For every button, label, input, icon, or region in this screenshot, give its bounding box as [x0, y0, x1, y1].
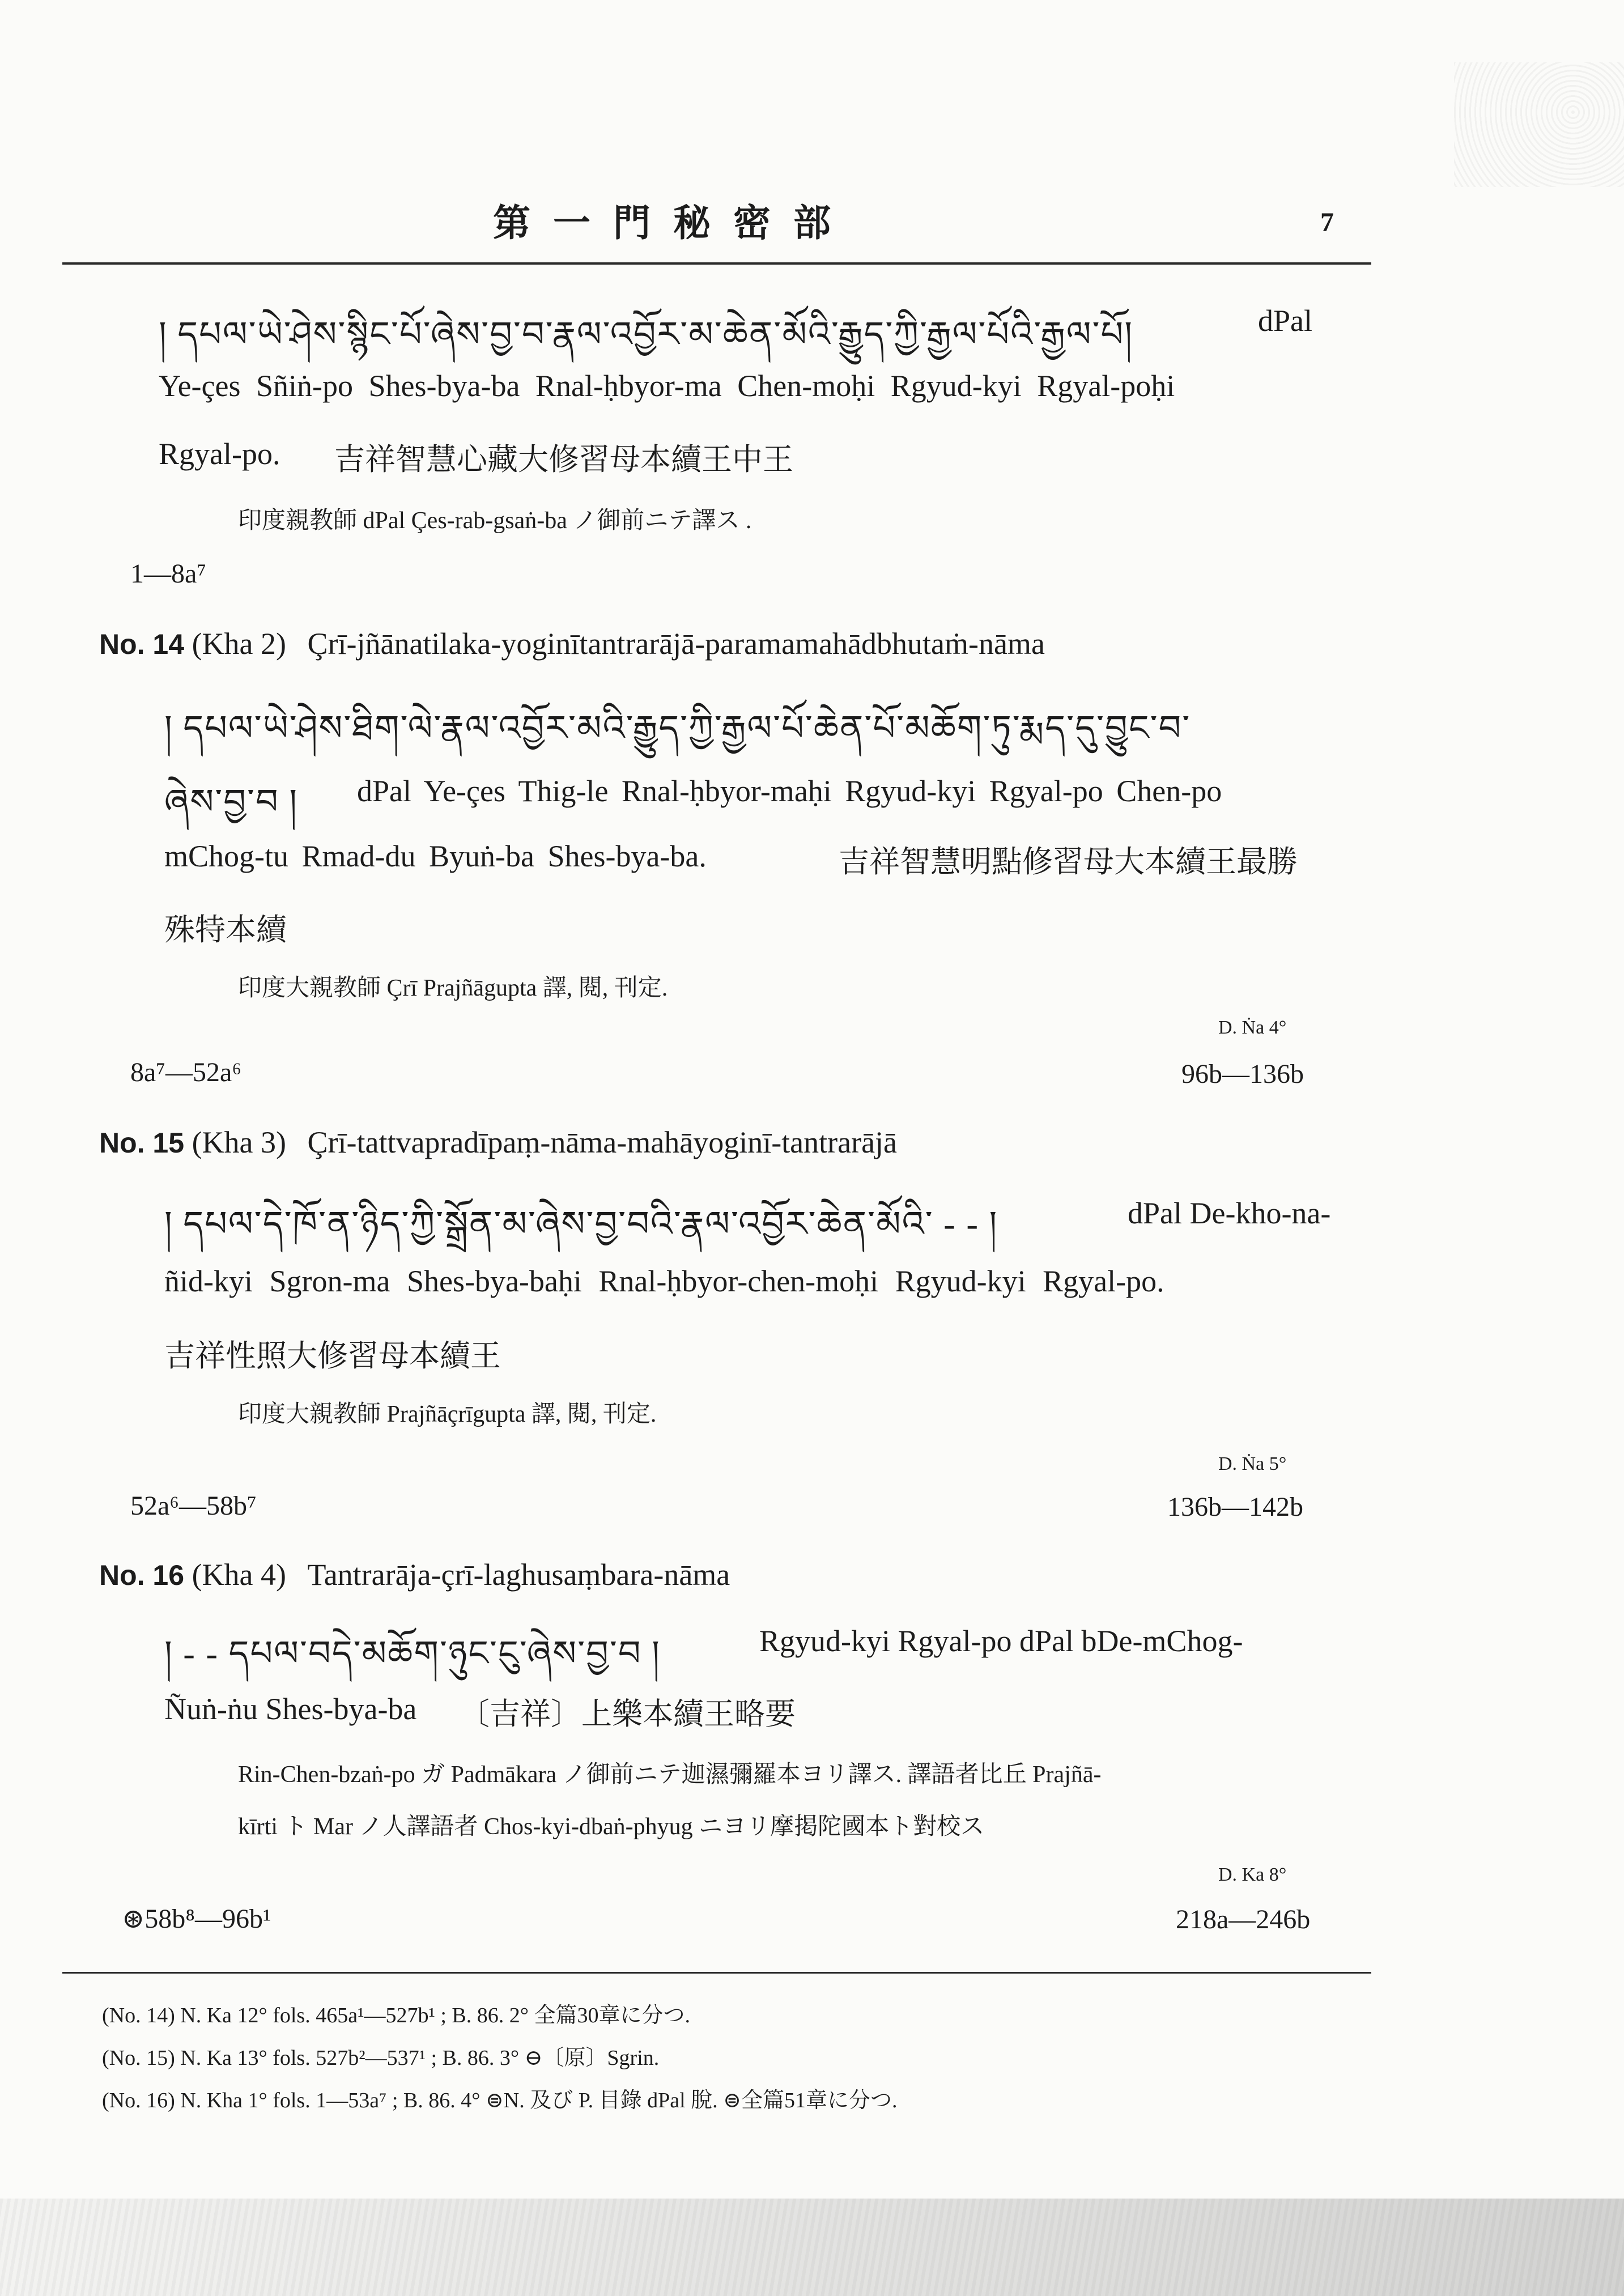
chinese-title: 吉祥智慧明點修習母大本續王最勝: [839, 844, 1298, 879]
scan-smudge: [0, 2199, 1624, 2296]
footnote: (No. 15) N. Ka 13° fols. 527b²—537¹ ; B. 86. 3° ⊖〔原〕Sgrin.: [102, 2046, 660, 2070]
page-header-title: 第一門秘密部: [493, 203, 853, 244]
tibetan-title: ། དཔལ་ཡེ་ཤེས་སྙིང་པོ་ཞེས་བྱ་བ་རྣལ་འབྱོར་མ་ཆེན་མོའི་རྒྱུད་ཀྱི་རྒྱལ་པོའི་རྒྱལ་པོ།: [159, 316, 1134, 354]
derge-reference: D. Ṅa 5°: [1218, 1453, 1287, 1474]
kha-reference: (Kha 2): [192, 627, 286, 661]
chinese-title: 吉祥智慧心藏大修習母本續王中王: [334, 441, 793, 477]
folio-range: 8a⁷—52a⁶: [130, 1057, 242, 1087]
entry-heading: [99, 1125, 897, 1160]
folio-range: 1—8a⁷: [130, 559, 207, 589]
translator-note: 印度大親教師 Prajñāçrīgupta 譯, 閱, 刊定.: [238, 1401, 657, 1427]
footnote-rule: [62, 1972, 1371, 1974]
entry-number: No. 14: [99, 628, 185, 660]
tibetan-title: ། དཔལ་ཡེ་ཤེས་ཐིག་ལེ་རྣལ་འབྱོར་མའི་རྒྱུད་ཀྱི་རྒྱལ་པོ་ཆེན་པོ་མཆོག་ཏུ་རྨད་དུ་བྱུང་བ་: [164, 709, 1191, 748]
entry-heading: [99, 626, 1045, 661]
sanskrit-title: Tantrarāja-çrī-laghusaṃbara-nāma: [307, 1558, 730, 1592]
entry-heading: [99, 1557, 730, 1592]
folio-range: 52a⁶—58b⁷: [130, 1491, 257, 1521]
folio-range: ⊛58b⁸—96b¹: [122, 1904, 271, 1934]
transliteration: Ye-çes Sñiṅ-po Shes-bya-ba Rnal-ḥbyor-ma Chen-moḥi Rgyud-kyi Rgyal-poḥi: [159, 369, 1175, 403]
chinese-title: 殊特本續: [164, 912, 287, 947]
folio-range: 218a—246b: [1176, 1904, 1311, 1934]
transliteration: Rgyud-kyi Rgyal-po dPal bDe-mChog-: [759, 1624, 1243, 1658]
entry-number: No. 16: [99, 1559, 185, 1591]
scan-noise: [1454, 62, 1624, 187]
kha-reference: (Kha 3): [192, 1125, 286, 1159]
sanskrit-title: Çrī-jñānatilaka-yoginītantrarājā-paramamahādbhutaṁ-nāma: [307, 627, 1045, 661]
kha-reference: (Kha 4): [192, 1558, 286, 1592]
translator-note: kīrti ト Mar ノ人譯語者 Chos-kyi-dbaṅ-phyug ニヨリ摩掲陀國本ト對校ス: [238, 1814, 985, 1840]
derge-reference: D. Ka 8°: [1218, 1864, 1287, 1885]
translator-note: Rin-Chen-bzaṅ-po ガ Padmākara ノ御前ニテ迦濕彌羅本ヨリ譯ス. 譯語者比丘 Prajñā-: [238, 1762, 1102, 1788]
transliteration: dPal: [1258, 304, 1313, 338]
translator-note: 印度親教師 dPal Çes-rab-gsaṅ-ba ノ御前ニテ譯ス .: [238, 508, 752, 534]
header-rule: [62, 262, 1371, 265]
chinese-title: 吉祥性照大修習母本續王: [164, 1338, 501, 1374]
transliteration: mChog-tu Rmad-du Byuṅ-ba Shes-bya-ba.: [164, 839, 707, 873]
chinese-title: 〔吉祥〕上樂本續王略要: [459, 1696, 796, 1732]
folio-range: 136b—142b: [1167, 1492, 1303, 1522]
derge-reference: D. Ṅa 4°: [1218, 1017, 1287, 1038]
transliteration: ñid-kyi Sgron-ma Shes-bya-baḥi Rnal-ḥbyor-chen-moḥi Rgyud-kyi Rgyal-po.: [164, 1264, 1164, 1298]
transliteration: Rgyal-po.: [159, 437, 280, 471]
folio-range: 96b—136b: [1181, 1059, 1304, 1089]
transliteration: dPal Ye-çes Thig-le Rnal-ḥbyor-maḥi Rgyud-kyi Rgyal-po Chen-po: [357, 774, 1222, 808]
translator-note: 印度大親教師 Çrī Prajñāgupta 譯, 閱, 刊定.: [238, 975, 668, 1001]
transliteration: Ñuṅ-ṅu Shes-bya-ba: [164, 1692, 417, 1726]
sanskrit-title: Çrī-tattvapradīpaṃ-nāma-mahāyoginī-tantrarājā: [307, 1125, 898, 1159]
entry-number: No. 15: [99, 1127, 185, 1159]
page-number: 7: [1320, 207, 1334, 237]
tibetan-title: ། དཔལ་དེ་ཁོ་ན་ཉིད་ཀྱི་སྒྲོན་མ་ཞེས་བྱ་བའི་རྣལ་འབྱོར་ཆེན་མོའི་ - - །: [164, 1205, 998, 1244]
transliteration: dPal De-kho-na-: [1128, 1196, 1331, 1230]
tibetan-title: ། - - དཔལ་བདེ་མཆོག་ཉུང་ངུ་ཞེས་བྱ་བ །: [164, 1635, 661, 1673]
footnote: (No. 14) N. Ka 12° fols. 465a¹—527b¹ ; B. 86. 2° 全篇30章に分つ.: [102, 2004, 690, 2027]
footnote: (No. 16) N. Kha 1° fols. 1—53a⁷ ; B. 86. 4° ⊜N. 及び P. 目錄 dPal 脫. ⊜全篇51章に分つ.: [102, 2089, 898, 2112]
tibetan-title: ཞེས་བྱ་བ །: [164, 783, 299, 822]
